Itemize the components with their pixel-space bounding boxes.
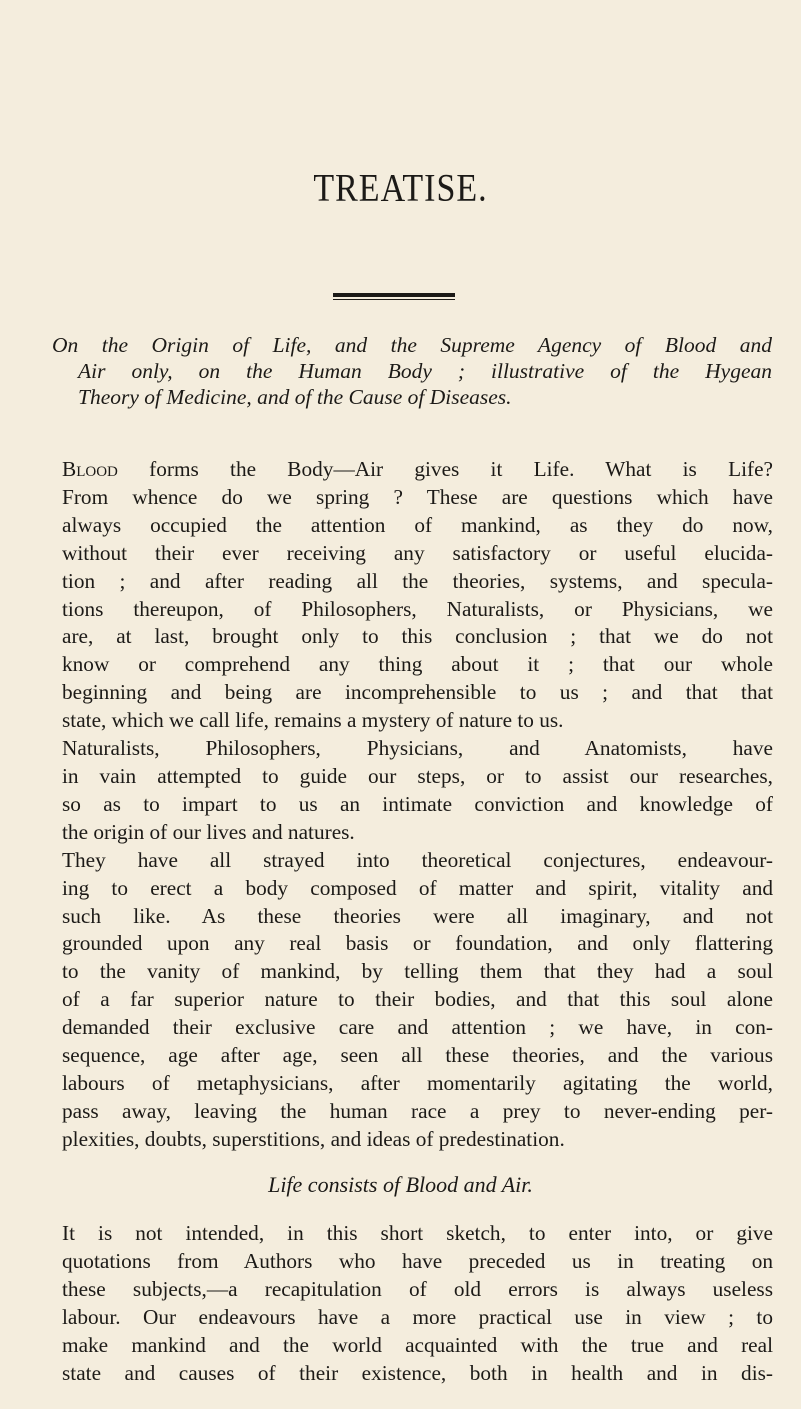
page-title: TREATISE.	[313, 167, 488, 210]
body-line: labours of metaphysicians, after momentarily agitating the world,	[62, 1070, 773, 1095]
body-line: demanded their exclusive care and attention ; we have, in con-	[62, 1015, 773, 1040]
subtitle-line: Theory of Medicine, and of the Cause of Diseases.	[78, 385, 512, 409]
body-line: ing to erect a body composed of matter and spirit, vitality and	[62, 875, 773, 900]
body-text: forms the Body—Air gives it Life. What is Life?	[117, 457, 773, 481]
body-line: always occupied the attention of mankind, as they do now,	[62, 512, 773, 537]
body-line: without their ever receiving any satisfactory or useful elucida-	[62, 540, 773, 565]
section-heading: Life consists of Blood and Air.	[268, 1172, 533, 1197]
body-line: the origin of our lives and natures.	[62, 819, 355, 844]
body-line: sequence, age after age, seen all these theories, and the various	[62, 1043, 773, 1068]
body-line: plexities, doubts, superstitions, and ideas of predestination.	[62, 1126, 565, 1151]
body-line	[62, 456, 773, 484]
paragraph-1	[62, 456, 773, 1154]
body-line: these subjects,—a recapitulation of old errors is always useless	[62, 1276, 773, 1301]
body-line: to the vanity of mankind, by telling them that they had a soul	[62, 959, 773, 984]
paragraph-2	[62, 1220, 773, 1387]
body-line: Naturalists, Philosophers, Physicians, and Anatomists, have	[62, 736, 773, 761]
subtitle-line: On the Origin of Life, and the Supreme Agency of Blood and	[52, 333, 772, 357]
body-line: They have all strayed into theoretical conjectures, endeavour-	[62, 847, 773, 872]
body-line: know or comprehend any thing about it ; that our whole	[62, 652, 773, 677]
body-line: are, at last, brought only to this conclusion ; that we do not	[62, 624, 773, 649]
body-line: pass away, leaving the human race a prey to never-ending per-	[62, 1098, 773, 1123]
drop-word: Blood	[62, 457, 118, 481]
body-line: It is not intended, in this short sketch, to enter into, or give	[62, 1221, 773, 1245]
body-line: state, which we call life, remains a mystery of nature to us.	[62, 708, 564, 733]
body-line: From whence do we spring ? These are questions which have	[62, 484, 773, 509]
body-line: such like. As these theories were all imaginary, and not	[62, 903, 773, 928]
body-line: make mankind and the world acquainted with the true and real	[62, 1332, 773, 1357]
body-line: quotations from Authors who have preceded us in treating on	[62, 1248, 773, 1273]
body-line: of a far superior nature to their bodies, and that this soul alone	[62, 987, 773, 1012]
body-line: state and causes of their existence, both in health and in dis-	[62, 1360, 773, 1385]
body-line: labour. Our endeavours have a more practical use in view ; to	[62, 1304, 773, 1329]
body-line: beginning and being are incomprehensible to us ; and that that	[62, 680, 773, 705]
body-line: grounded upon any real basis or foundation, and only flattering	[62, 931, 773, 956]
subtitle	[52, 332, 772, 410]
subtitle-line: Air only, on the Human Body ; illustrative of the Hygean	[78, 359, 772, 383]
body-line: so as to impart to us an intimate conviction and knowledge of	[62, 791, 773, 816]
body-line: tions thereupon, of Philosophers, Naturalists, or Physicians, we	[62, 596, 773, 621]
title-rule	[333, 293, 455, 300]
body-line: tion ; and after reading all the theories, systems, and specula-	[62, 568, 773, 593]
body-line: in vain attempted to guide our steps, or to assist our researches,	[62, 763, 773, 788]
